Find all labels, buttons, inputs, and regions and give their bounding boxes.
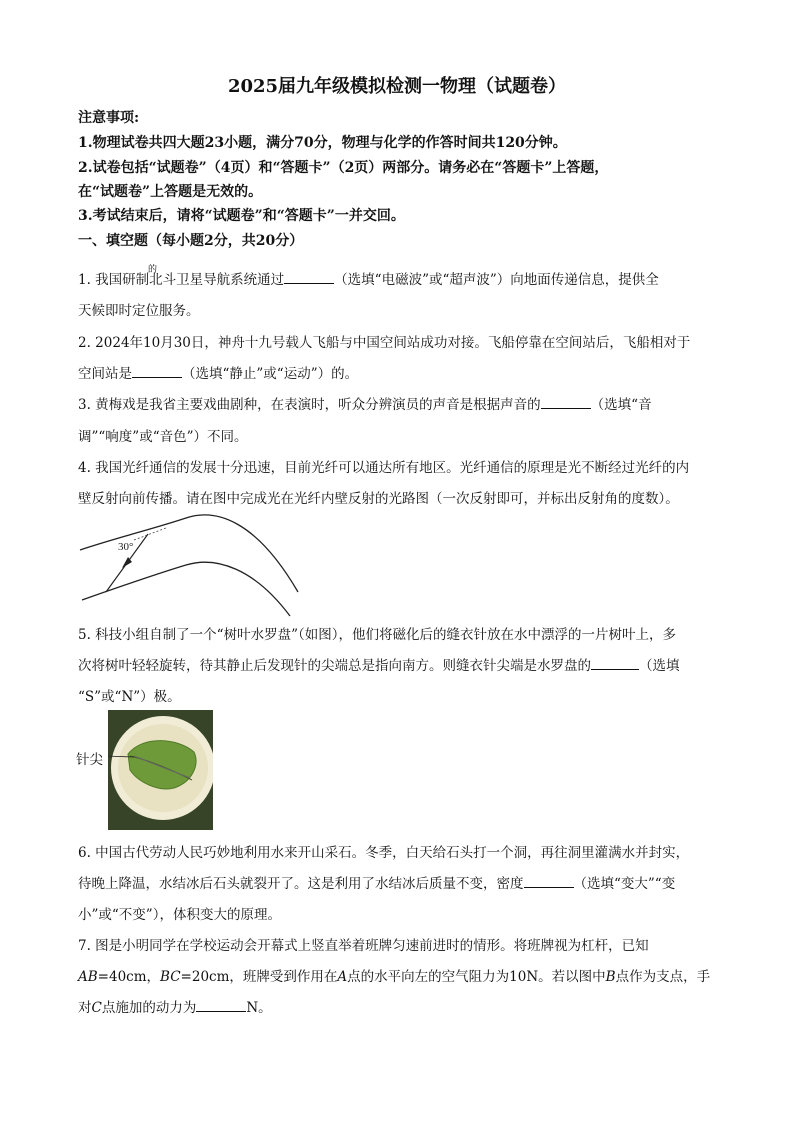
answer-blank-7[interactable] — [196, 998, 246, 1012]
question-6-text-b: （选填“变大”“变 — [573, 876, 676, 892]
angle-reference-line — [134, 528, 166, 540]
leaf-compass-photo — [108, 710, 213, 830]
section-heading: 一、填空题（每小题2分，共20分） — [78, 233, 304, 249]
question-3-text-b: （选填“音 — [590, 397, 652, 413]
question-5-line-3: “S”或“N”）极。 — [78, 689, 181, 705]
needle-tip-label: 针尖 — [76, 752, 103, 768]
question-1-line-2: 天候即时定位服务。 — [78, 303, 200, 319]
var-ab: AB — [78, 969, 98, 985]
question-4-line-1: 4. 我国光纤通信的发展十分迅速，目前光纤可以通达所有地区。光纤通信的原理是光不断经过光纤的内 — [78, 460, 690, 476]
question-6-text-a: 待晚上降温，水结冰后石头就裂开了。这是利用了水结冰后质量不变，密度 — [78, 876, 524, 892]
answer-blank-1[interactable] — [284, 270, 334, 284]
question-2-line-2 — [78, 362, 358, 382]
question-1-mark: 的 — [148, 265, 158, 275]
question-7-text-f: 点施加的动力为 — [101, 1000, 197, 1016]
notice-item-3: 3.考试结束后，请将“试题卷”和“答题卡”一并交回。 — [78, 208, 405, 224]
var-b: B — [605, 969, 616, 985]
optical-fiber-diagram — [76, 510, 306, 620]
question-7-line-2 — [78, 965, 710, 985]
question-5-text-a: 次将树叶轻轻旋转，待其静止后发现针的尖端总是指向南方。则缝衣针尖端是水罗盘的 — [78, 658, 591, 674]
question-6-line-2 — [78, 872, 675, 892]
question-5-text-b: （选填 — [639, 658, 680, 674]
var-bc: BC — [160, 969, 181, 985]
question-7-text-b: =20cm，班牌受到作用在 — [180, 969, 338, 985]
notice-heading: 注意事项: — [78, 110, 140, 126]
question-5-line-2 — [78, 654, 680, 674]
notice-item-2: 2.试卷包括“试题卷”（4页）和“答题卡”（2页）两部分。请务必在“答题卡”上答题， — [78, 160, 609, 176]
notice-item-2-cont: 在“试题卷”上答题是无效的。 — [78, 184, 263, 200]
var-a: A — [337, 969, 348, 985]
notice-item-1: 1.物理试卷共四大题23小题，满分70分，物理与化学的作答时间共120分钟。 — [78, 135, 567, 151]
question-6-line-1: 6. 中国古代劳动人民巧妙地利用水来开山采石。冬季，白天给石头打一个洞，再往洞里灌满水并封实， — [78, 845, 690, 861]
question-3-line-1 — [78, 393, 652, 413]
question-2-text-a: 空间站是 — [78, 366, 132, 382]
question-7-line-3 — [78, 996, 272, 1016]
question-1-line-1 — [78, 268, 659, 288]
fiber-upper-wall — [80, 515, 298, 592]
question-7-text-c: 点的水平向左的空气阻力为10N。若以图中 — [347, 969, 606, 985]
question-1-text-a: 1. 我国研制 — [78, 272, 150, 288]
question-3-text-a: 3. 黄梅戏是我省主要戏曲剧种，在表演时，听众分辨演员的声音是根据声音的 — [78, 397, 541, 413]
answer-blank-3[interactable] — [541, 395, 591, 409]
page-title: 2025届九年级模拟检测一物理（试题卷） — [227, 76, 567, 97]
question-1-text-c: （选填“电磁波”或“超声波”）向地面传递信息，提供全 — [334, 272, 659, 288]
question-2-line-1: 2. 2024年10月30日，神舟十九号载人飞船与中国空间站成功对接。飞船停靠在空间站后，飞船相对于 — [78, 335, 691, 351]
question-6-line-3: 小”或“不变”），体积变大的原理。 — [78, 907, 281, 923]
answer-blank-6[interactable] — [524, 874, 574, 888]
question-7-text-e: 对 — [78, 1000, 92, 1016]
question-1-text-b: 北斗卫星导航系统通过 — [149, 272, 285, 288]
question-7-text-d: 点作为支点，手 — [615, 969, 711, 985]
angle-label: 30° — [118, 541, 134, 553]
var-c: C — [91, 1000, 102, 1016]
question-7-text-a: =40cm， — [97, 969, 161, 985]
question-4-line-2: 壁反射向前传播。请在图中完成光在光纤内壁反射的光路图（一次反射即可，并标出反射角的度数）。 — [78, 491, 679, 507]
answer-blank-2[interactable] — [132, 364, 182, 378]
fiber-lower-wall — [82, 562, 290, 616]
question-3-line-2: 调”“响度”或“音色”）不同。 — [78, 429, 248, 445]
question-7-text-g: N。 — [246, 1000, 272, 1016]
question-7-line-1: 7. 图是小明同学在学校运动会开幕式上竖直举着班牌匀速前进时的情形。将班牌视为杠杆，已知 — [78, 938, 649, 954]
question-2-text-b: （选填“静止”或“运动”）的。 — [182, 366, 359, 382]
answer-blank-5[interactable] — [591, 656, 639, 670]
question-5-line-1: 5. 科技小组自制了一个“树叶水罗盘”（如图），他们将磁化后的缝衣针放在水中漂浮的一片树叶上，多 — [78, 627, 676, 643]
